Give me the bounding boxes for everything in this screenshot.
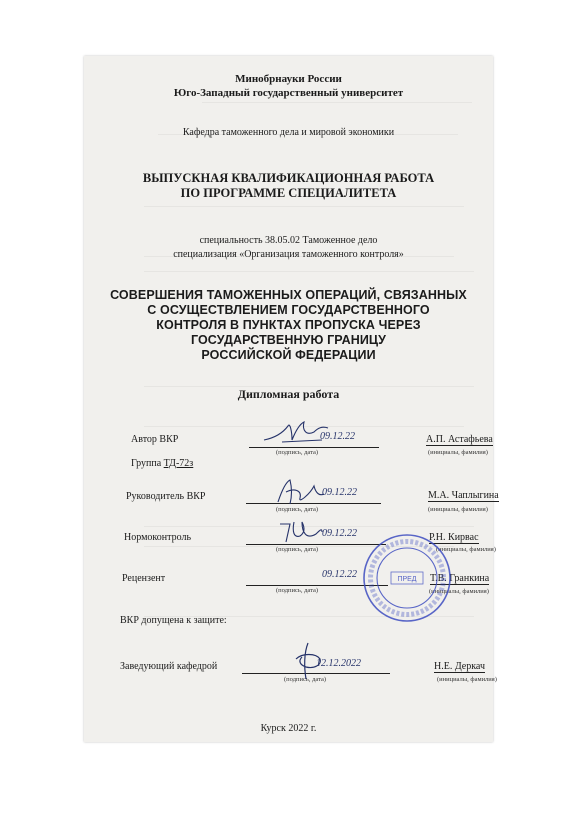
- stamp-center-text: ПРЕД: [397, 576, 417, 583]
- group-value: ТД-72з: [163, 458, 194, 469]
- admitted-to-defense: ВКР допущена к защите:: [120, 615, 227, 626]
- supervisor-sign-caption: (подпись, дата): [276, 506, 319, 513]
- head-role-label: Заведующий кафедрой: [120, 661, 218, 672]
- specialty-block: [84, 234, 493, 262]
- author-role-label: Автор ВКР: [131, 434, 179, 445]
- bleed-through-line: [144, 271, 474, 272]
- head-sign-caption: (подпись, дата): [284, 676, 327, 683]
- reviewer-role-label: Рецензент: [122, 573, 166, 584]
- head-name-caption: (инициалы, фамилия): [437, 676, 497, 683]
- head-signature-icon: [290, 641, 326, 681]
- reviewer-name-caption: (инициалы, фамилия): [429, 588, 489, 595]
- normcontrol-role-label: Нормоконтроль: [124, 532, 192, 543]
- header-block: [84, 72, 493, 100]
- head-sign-date: 12.12.2022: [316, 658, 361, 669]
- thesis-title: [84, 288, 493, 363]
- specialty-line: специальность 38.05.02 Таможенное дело: [199, 235, 378, 246]
- thesis-title-line: СОВЕРШЕНИЯ ТАМОЖЕННЫХ ОПЕРАЦИЙ, СВЯЗАННЫХ: [110, 288, 467, 302]
- author-name-caption: (инициалы, фамилия): [428, 449, 488, 456]
- specialization-line: специализация «Организация таможенного контроля»: [173, 249, 404, 260]
- department-stamp-icon: [361, 532, 453, 624]
- author-sign-caption: (подпись, дата): [276, 449, 319, 456]
- university-name: Юго-Западный государственный университет: [173, 87, 404, 99]
- thesis-title-line: КОНТРОЛЯ В ПУНКТАХ ПРОПУСКА ЧЕРЕЗ: [156, 318, 421, 332]
- normcontrol-sign-date: 09.12.22: [322, 528, 357, 539]
- document-type-label: Дипломная работа: [237, 387, 340, 401]
- supervisor-signature-icon: [274, 476, 326, 506]
- ministry-name: Минобрнауки России: [235, 73, 342, 85]
- thesis-title-line: РОССИЙСКОЙ ФЕДЕРАЦИИ: [201, 348, 376, 362]
- reviewer-sign-caption: (подпись, дата): [276, 587, 319, 594]
- author-signature-icon: [262, 418, 332, 448]
- supervisor-role-label: Руководитель ВКР: [126, 491, 206, 502]
- normcontrol-sign-caption: (подпись, дата): [276, 546, 319, 553]
- head-name: Н.Е. Деркач: [434, 661, 485, 672]
- supervisor-sign-date: 09.12.22: [322, 487, 357, 498]
- supervisor-name-caption: (инициалы, фамилия): [428, 506, 488, 513]
- reviewer-sign-date: 09.12.22: [322, 569, 357, 580]
- group-label: Группа: [131, 458, 162, 469]
- work-type-block: [84, 171, 493, 201]
- place-and-year: Курск 2022 г.: [260, 723, 317, 734]
- thesis-title-line: ГОСУДАРСТВЕННУЮ ГРАНИЦУ: [190, 333, 387, 347]
- work-type-line-1: ВЫПУСКНАЯ КВАЛИФИКАЦИОННАЯ РАБОТА: [142, 171, 435, 185]
- author-name: А.П. Астафьева: [426, 434, 493, 445]
- bleed-through-line: [202, 102, 472, 103]
- normcontrol-name-caption: (инициалы, фамилия): [436, 546, 496, 553]
- work-type-line-2: ПО ПРОГРАММЕ СПЕЦИАЛИТЕТА: [180, 186, 397, 200]
- group-row: [131, 458, 193, 469]
- supervisor-name: М.А. Чаплыгина: [428, 490, 499, 501]
- department-name: Кафедра таможенного дела и мировой экономики: [182, 127, 395, 138]
- thesis-title-line: С ОСУЩЕСТВЛЕНИЕМ ГОСУДАРСТВЕННОГО: [147, 303, 430, 317]
- normcontrol-signature-icon: [276, 518, 324, 546]
- document-page: [84, 56, 499, 742]
- bleed-through-line: [144, 206, 464, 207]
- reviewer-name: Т.В. Гранкина: [430, 573, 490, 584]
- author-sign-date: 09.12.22: [320, 431, 355, 442]
- normcontrol-name: Р.Н. Кирвас: [429, 532, 479, 543]
